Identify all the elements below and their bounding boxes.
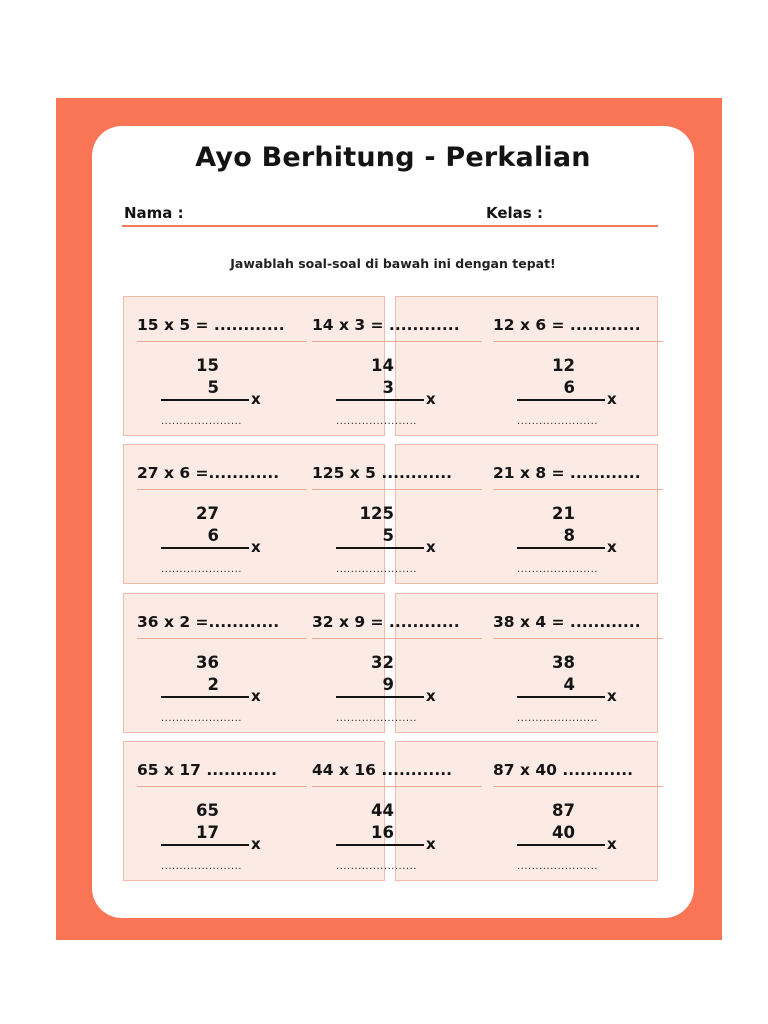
multiplier: 5 bbox=[207, 378, 219, 397]
problem-cell bbox=[493, 595, 673, 733]
question-underline bbox=[493, 786, 663, 787]
multiplicand: 21 bbox=[552, 504, 575, 523]
problem-cell bbox=[137, 446, 317, 584]
multiplicand: 15 bbox=[196, 356, 219, 375]
problem-question: 38 x 4 = ............ bbox=[493, 613, 641, 631]
times-sign: x bbox=[426, 538, 436, 556]
question-underline bbox=[137, 489, 307, 490]
times-sign: x bbox=[251, 835, 261, 853]
question-underline bbox=[137, 786, 307, 787]
multiplicand: 87 bbox=[552, 801, 575, 820]
instruction-text: Jawablah soal-soal di bawah ini dengan tepat! bbox=[230, 256, 556, 271]
answer-blank[interactable]: ...................... bbox=[161, 861, 242, 872]
problem-cell bbox=[137, 595, 317, 733]
times-sign: x bbox=[426, 390, 436, 408]
problem-question: 65 x 17 ............ bbox=[137, 761, 277, 779]
answer-blank[interactable]: ...................... bbox=[336, 564, 417, 575]
multiplier: 40 bbox=[552, 823, 575, 842]
multiplier: 2 bbox=[207, 675, 219, 694]
times-sign: x bbox=[426, 835, 436, 853]
class-label: Kelas : bbox=[486, 204, 543, 222]
answer-blank[interactable]: ...................... bbox=[517, 713, 598, 724]
question-underline bbox=[312, 786, 482, 787]
question-underline bbox=[137, 638, 307, 639]
problem-question: 12 x 6 = ............ bbox=[493, 316, 641, 334]
multiplication-rule bbox=[336, 399, 424, 401]
answer-blank[interactable]: ...................... bbox=[161, 713, 242, 724]
problem-cell bbox=[493, 446, 673, 584]
multiplication-rule bbox=[161, 547, 249, 549]
answer-blank[interactable]: ...................... bbox=[517, 861, 598, 872]
answer-blank[interactable]: ...................... bbox=[517, 564, 598, 575]
problem-question: 15 x 5 = ............ bbox=[137, 316, 285, 334]
times-sign: x bbox=[426, 687, 436, 705]
times-sign: x bbox=[251, 538, 261, 556]
question-underline bbox=[493, 489, 663, 490]
multiplicand: 12 bbox=[552, 356, 575, 375]
times-sign: x bbox=[607, 538, 617, 556]
problem-cell bbox=[493, 743, 673, 881]
name-class-underline bbox=[122, 225, 658, 227]
problem-cell bbox=[493, 298, 673, 436]
problem-question: 14 x 3 = ............ bbox=[312, 316, 460, 334]
multiplicand: 14 bbox=[371, 356, 394, 375]
multiplicand: 44 bbox=[371, 801, 394, 820]
problem-question: 27 x 6 =............ bbox=[137, 464, 280, 482]
problem-cell bbox=[312, 743, 492, 881]
worksheet-title: Ayo Berhitung - Perkalian bbox=[195, 142, 591, 173]
problem-cell bbox=[312, 446, 492, 584]
answer-blank[interactable]: ...................... bbox=[336, 416, 417, 427]
name-label: Nama : bbox=[124, 204, 184, 222]
multiplier: 3 bbox=[382, 378, 394, 397]
problem-question: 44 x 16 ............ bbox=[312, 761, 452, 779]
multiplication-rule bbox=[517, 696, 605, 698]
multiplicand: 36 bbox=[196, 653, 219, 672]
times-sign: x bbox=[607, 835, 617, 853]
multiplicand: 38 bbox=[552, 653, 575, 672]
times-sign: x bbox=[251, 390, 261, 408]
question-underline bbox=[312, 489, 482, 490]
multiplication-rule bbox=[517, 844, 605, 846]
question-underline bbox=[137, 341, 307, 342]
problem-question: 87 x 40 ............ bbox=[493, 761, 633, 779]
problem-question: 36 x 2 =............ bbox=[137, 613, 280, 631]
times-sign: x bbox=[607, 390, 617, 408]
multiplication-rule bbox=[161, 399, 249, 401]
times-sign: x bbox=[607, 687, 617, 705]
multiplicand: 125 bbox=[359, 504, 394, 523]
problem-cell bbox=[312, 298, 492, 436]
multiplicand: 27 bbox=[196, 504, 219, 523]
multiplier: 4 bbox=[563, 675, 575, 694]
problem-question: 125 x 5 ............ bbox=[312, 464, 452, 482]
problem-question: 32 x 9 = ............ bbox=[312, 613, 460, 631]
multiplier: 6 bbox=[563, 378, 575, 397]
problem-cell bbox=[137, 298, 317, 436]
multiplicand: 32 bbox=[371, 653, 394, 672]
problem-cell bbox=[312, 595, 492, 733]
question-underline bbox=[312, 341, 482, 342]
multiplication-rule bbox=[161, 696, 249, 698]
multiplication-rule bbox=[336, 696, 424, 698]
multiplicand: 65 bbox=[196, 801, 219, 820]
multiplication-rule bbox=[336, 547, 424, 549]
question-underline bbox=[312, 638, 482, 639]
answer-blank[interactable]: ...................... bbox=[336, 861, 417, 872]
multiplier: 16 bbox=[371, 823, 394, 842]
answer-blank[interactable]: ...................... bbox=[161, 416, 242, 427]
problem-cell bbox=[137, 743, 317, 881]
times-sign: x bbox=[251, 687, 261, 705]
question-underline bbox=[493, 341, 663, 342]
answer-blank[interactable]: ...................... bbox=[336, 713, 417, 724]
multiplication-rule bbox=[336, 844, 424, 846]
problem-question: 21 x 8 = ............ bbox=[493, 464, 641, 482]
multiplication-rule bbox=[161, 844, 249, 846]
multiplier: 8 bbox=[563, 526, 575, 545]
answer-blank[interactable]: ...................... bbox=[517, 416, 598, 427]
multiplier: 5 bbox=[382, 526, 394, 545]
multiplication-rule bbox=[517, 547, 605, 549]
multiplier: 9 bbox=[382, 675, 394, 694]
question-underline bbox=[493, 638, 663, 639]
multiplication-rule bbox=[517, 399, 605, 401]
answer-blank[interactable]: ...................... bbox=[161, 564, 242, 575]
multiplier: 6 bbox=[207, 526, 219, 545]
multiplier: 17 bbox=[196, 823, 219, 842]
